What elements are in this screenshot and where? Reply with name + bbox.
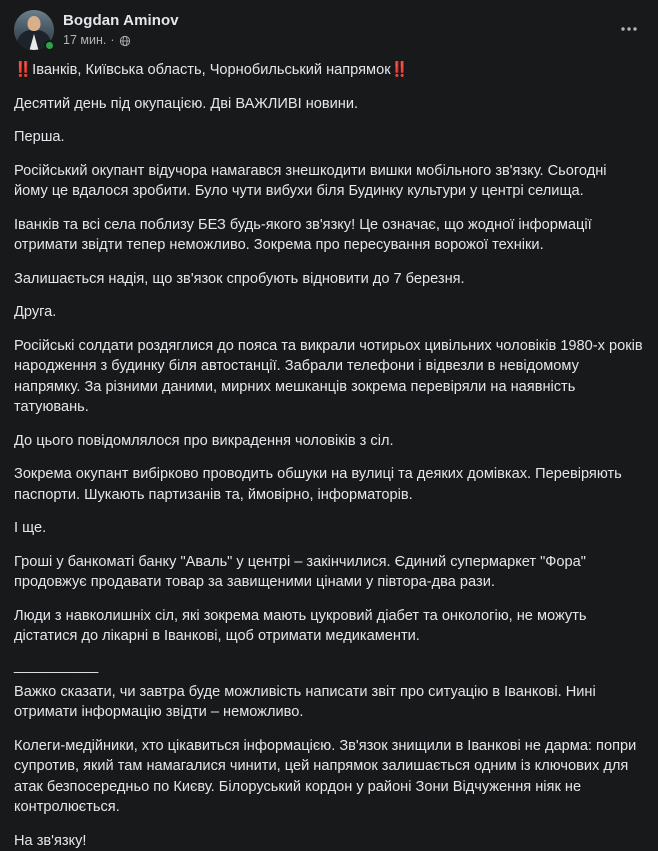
post-paragraph: Важко сказати, чи завтра буде можливість написати звіт про ситуацію в Іванкові. Нині отримати інформацію звідти – неможливо. — [14, 682, 644, 723]
post-paragraph: І ще. — [14, 518, 644, 539]
ellipsis-icon[interactable] — [614, 14, 644, 44]
author-block — [63, 10, 179, 48]
author-name[interactable]: Bogdan Aminov — [63, 11, 179, 30]
post-timestamp[interactable]: 17 мин. — [63, 32, 106, 48]
post-paragraph: Перша. — [14, 127, 644, 148]
post-paragraph: Зокрема окупант вибірково проводить обшуки на вулиці та деяких домівках. Перевіряють паспорти. Шукають партизанів та, ймовірно, інформаторів. — [14, 464, 644, 505]
text-divider: ___________ — [14, 660, 644, 672]
post-paragraph: ‼️Іванків, Київська область, Чорнобильський напрямок‼️ — [14, 60, 644, 81]
post-paragraph: Десятий день під окупацією. Дві ВАЖЛИВІ новини. — [14, 94, 644, 115]
avatar-head — [28, 16, 41, 31]
meta-separator: · — [110, 32, 114, 48]
post-header — [14, 10, 644, 50]
post-body — [14, 60, 644, 851]
post-paragraph: Залишається надія, що зв'язок спробують відновити до 7 березня. — [14, 269, 644, 290]
post-paragraph: Гроші у банкоматі банку "Аваль" у центрі – закінчилися. Єдиний супермаркет "Фора" продовжує продавати товар за завищеними цінами у півтора-два рази. — [14, 552, 644, 593]
post-paragraph: На зв'язку! — [14, 831, 644, 851]
avatar[interactable] — [14, 10, 54, 50]
online-status-dot — [44, 40, 55, 51]
post-paragraph: Друга. — [14, 302, 644, 323]
post-paragraph: Люди з навколишніх сіл, які зокрема мають цукровий діабет та онкологію, не можуть дістатися до лікарні в Іванкові, щоб отримати медикаменти. — [14, 606, 644, 647]
post-paragraph: Іванків та всі села поблизу БЕЗ будь-якого зв'язку! Це означає, що жодної інформації отримати звідти тепер неможливо. Зокрема про пересування ворожої техніки. — [14, 215, 644, 256]
post-paragraph: Російський окупант відучора намагався знешкодити вишки мобільного зв'язку. Сьогодні йому це вдалося зробити. Було чути вибухи біля Будинку культури у центрі селища. — [14, 161, 644, 202]
post-paragraph: До цього повідомлялося про викрадення чоловіків з сіл. — [14, 431, 644, 452]
globe-icon[interactable] — [119, 35, 131, 47]
post-meta — [63, 32, 179, 48]
post-paragraph: Колеги-медійники, хто цікавиться інформацією. Зв'язок знищили в Іванкові не дарма: попри супротив, який там намагалися чинити, цей напрямок залишається одним із ключових для атак безпосередньо по Києву. Білоруський кордон у районі Зони Відчуження ніяк не контролюється. — [14, 736, 644, 818]
post-paragraph: Російські солдати роздяглися до пояса та викрали чотирьох цивільних чоловіків 1980-х років народження з будинку біля автостанції. Забрали телефони і відвезли в невідомому напрямку. За різними даними, мирних мешканців зокрема перевіряли на наявність татуювань. — [14, 336, 644, 418]
